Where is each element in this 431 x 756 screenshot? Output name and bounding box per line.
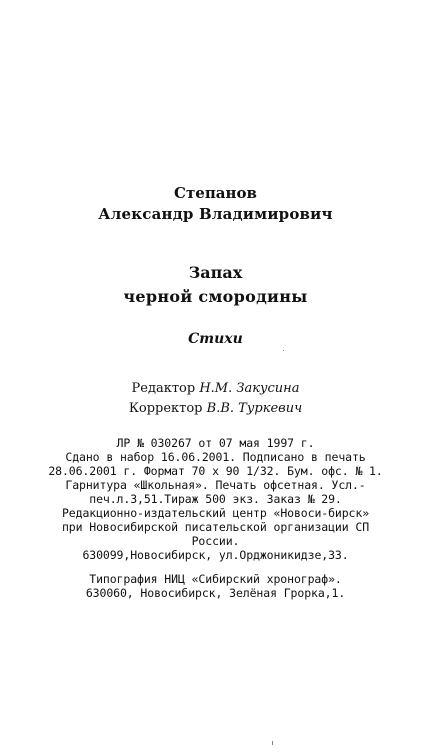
imprint-line: ЛР № 030267 от 07 мая 1997 г. (116, 436, 315, 450)
corrector-name: В.В. Туркевич (206, 401, 303, 416)
book-title-line-2: черной смородины (123, 287, 308, 306)
imprint-line: России. (191, 534, 240, 548)
imprint-line: печ.л.3,51.Тираж 500 экз. Заказ № 29. (89, 492, 342, 506)
printer-line: 630060, Новосибирск, Зелёная Грорка,1. (85, 586, 346, 600)
editor-name: Н.М. Закусина (199, 381, 300, 396)
scan-speck (283, 350, 284, 351)
imprint-line: при Новосибирской писательской организации СП (61, 520, 370, 534)
imprint-line: 28.06.2001 г. Формат 70 х 90 1/32. Бум. офс. № 1. (48, 464, 383, 478)
imprint-line: Редакционно-издательский центр «Новоси-бирск» (61, 506, 370, 520)
corrector-credit (0, 402, 431, 415)
book-genre: Стихи (188, 331, 243, 347)
imprint-line: Гарнитура «Школьная». Печать офсетная. Усл.- (65, 478, 366, 492)
author-given-names: Александр Владимирович (98, 205, 333, 223)
editor-role: Редактор (131, 381, 196, 396)
corrector-role: Корректор (128, 401, 203, 416)
scan-speck (272, 741, 273, 745)
editor-credit (0, 382, 431, 395)
printer-line: Типография НИЦ «Сибирский хронограф». (89, 572, 342, 586)
imprint-line: 630099,Новосибирск, ул.Орджоникидзе,33. (82, 548, 349, 562)
book-title-line-1: Запах (188, 263, 243, 282)
author-surname: Степанов (174, 184, 257, 202)
imprint-line: Сдано в набор 16.06.2001. Подписано в печать (65, 450, 366, 464)
